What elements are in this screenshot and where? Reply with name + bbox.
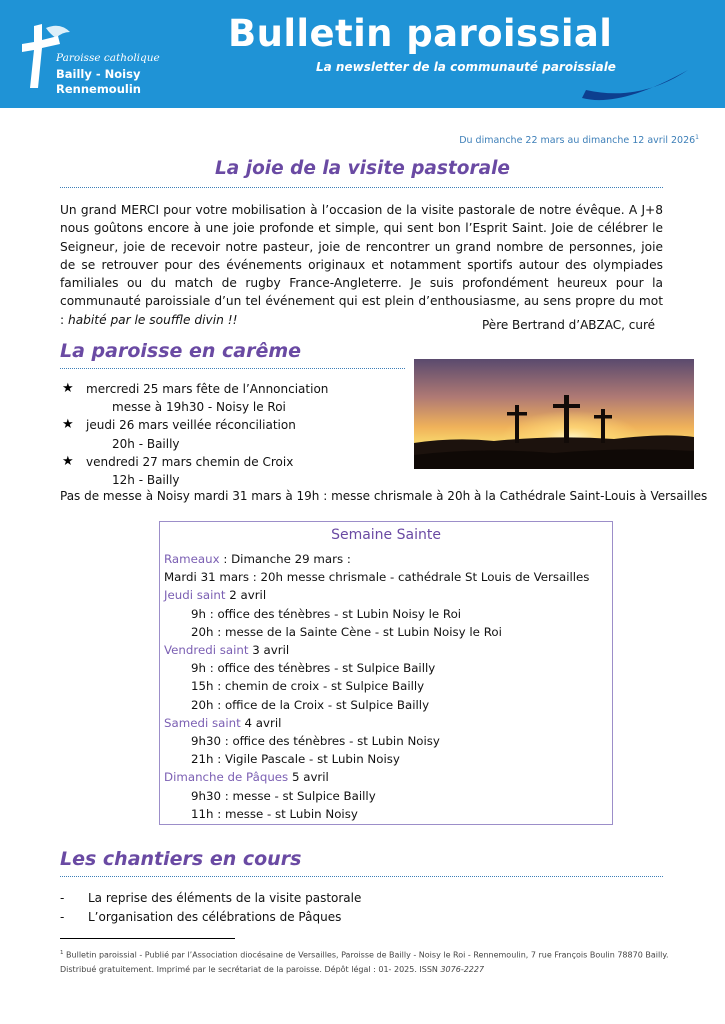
footnote-marker: 1 [695, 134, 699, 141]
paragraph-emphasis: habité par le souffle divin !! [67, 312, 238, 327]
list-item: ★ vendredi 27 mars chemin de Croix [62, 453, 422, 471]
parish-logo [20, 22, 160, 100]
projects-list [60, 889, 361, 927]
day-label: Dimanche de Pâques [164, 770, 289, 785]
schedule-line: Samedi saint 4 avril [164, 715, 282, 730]
three-crosses-sunset-image [414, 359, 694, 469]
day-label: Rameaux [164, 552, 220, 566]
schedule-line: 11h : messe - st Lubin Noisy [191, 806, 358, 821]
section-title-chantiers: Les chantiers en cours [60, 848, 302, 870]
schedule-line: 15h : chemin de croix - st Sulpice Bailly [191, 679, 425, 694]
intro-paragraph: Un grand MERCI pour votre mobilisation à l’occasion de la visite pastorale de notre évêque. A J+8 nous goûtons encore à une joie profonde et simple, qui sent bon l’Esprit Saint. Joie de célébrer le Seigneur, joie de recevoir notre pasteur, joie de rencontrer un grand nombre de personnes, joie de se retrouver pour des événements originaux et notamment sportifs autour des olympiades familiales ou du match de rugby France-Angleterre. Je suis profondément heureux pour la communauté paroissiale d’un tel événement qui est plein d’enthousiasme, au sens propre du mot : habité par le souffle divin !! [60, 203, 663, 327]
schedule-line: Dimanche de Pâques 5 avril [164, 770, 329, 785]
logo-line-1: Paroisse catholique [56, 52, 160, 64]
logo-line-3: Rennemoulin [56, 82, 141, 96]
schedule-line: Jeudi saint 2 avril [164, 588, 267, 603]
schedule-line: 9h30 : office des ténèbres - st Lubin Noisy [191, 734, 440, 749]
section-title-careme: La paroisse en carême [60, 340, 302, 362]
schedule-line: 21h : Vigile Pascale - st Lubin Noisy [191, 752, 400, 767]
list-item: - L’organisation des célébrations de Pâques [60, 910, 342, 924]
list-item-detail: 12h - Bailly [112, 473, 180, 488]
day-label: Jeudi saint [164, 588, 226, 603]
holy-week-title: Semaine Sainte [331, 527, 441, 543]
list-item-detail: 20h - Bailly [112, 436, 180, 451]
star-icon: ★ [62, 453, 74, 469]
footnote [60, 946, 670, 977]
lent-events-list [62, 380, 422, 489]
schedule-line: Rameaux : Dimanche 29 mars : [164, 552, 351, 566]
schedule-line: 9h : office des ténèbres - st Sulpice Bailly [191, 661, 436, 676]
star-icon: ★ [62, 381, 74, 396]
swoosh-decoration [580, 68, 690, 108]
day-label: Samedi saint [164, 715, 241, 730]
schedule-line: 9h : office des ténèbres - st Lubin Noisy le Roi [191, 606, 462, 621]
list-item: ★ jeudi 26 mars veillée réconciliation [62, 416, 422, 434]
section-title-visite: La joie de la visite pastorale [215, 158, 510, 179]
bulletin-title: Bulletin paroissial [228, 12, 613, 55]
schedule-line: 9h30 : messe - st Sulpice Bailly [191, 788, 376, 803]
footnote-line-1: $^1$ Bulletin paroissial - Publié par l’Association diocésaine de Versailles, Paroisse de Bailly - Noisy le Roi - Rennemoulin, 7 rue François Boulin 78870 Bailly. [60, 950, 669, 960]
divider [60, 187, 663, 188]
schedule-line: 20h : messe de la Sainte Cène - st Lubin Noisy le Roi [191, 624, 502, 639]
bulletin-subtitle: La newsletter de la communauté paroissiale [316, 60, 616, 74]
date-range: Du dimanche 22 mars au dimanche 12 avril 2026$^1$ [459, 134, 699, 147]
no-mass-note: Pas de messe à Noisy mardi 31 mars à 19h : messe chrismale à 20h à la Cathédrale Saint-Louis à Versailles [60, 489, 708, 503]
star-icon: ★ [62, 417, 74, 433]
list-item: ★ mercredi 25 mars fête de l’Annonciation [62, 380, 422, 398]
list-item-detail: messe à 19h30 - Noisy le Roi [112, 400, 286, 415]
holy-week-schedule [164, 550, 604, 823]
day-label: Vendredi saint [164, 643, 249, 658]
list-item: - La reprise des éléments de la visite pastorale [60, 891, 362, 905]
holy-week-box [159, 521, 613, 825]
schedule-line: Vendredi saint 3 avril [164, 643, 290, 658]
signature: Père Bertrand d’ABZAC, curé [482, 318, 655, 332]
footnote-line-2: Distribué gratuitement. Imprimé par le secrétariat de la paroisse. Dépôt légal : 01- 2025. ISSN 3076-2227 [60, 964, 485, 974]
logo-line-2: Bailly - Noisy [56, 67, 141, 81]
schedule-line: 20h : office de la Croix - st Sulpice Bailly [191, 697, 430, 712]
divider [60, 368, 405, 369]
schedule-line: Mardi 31 mars : 20h messe chrismale - cathédrale St Louis de Versailles [164, 570, 590, 585]
footnote-separator [60, 938, 235, 939]
divider [60, 876, 663, 877]
